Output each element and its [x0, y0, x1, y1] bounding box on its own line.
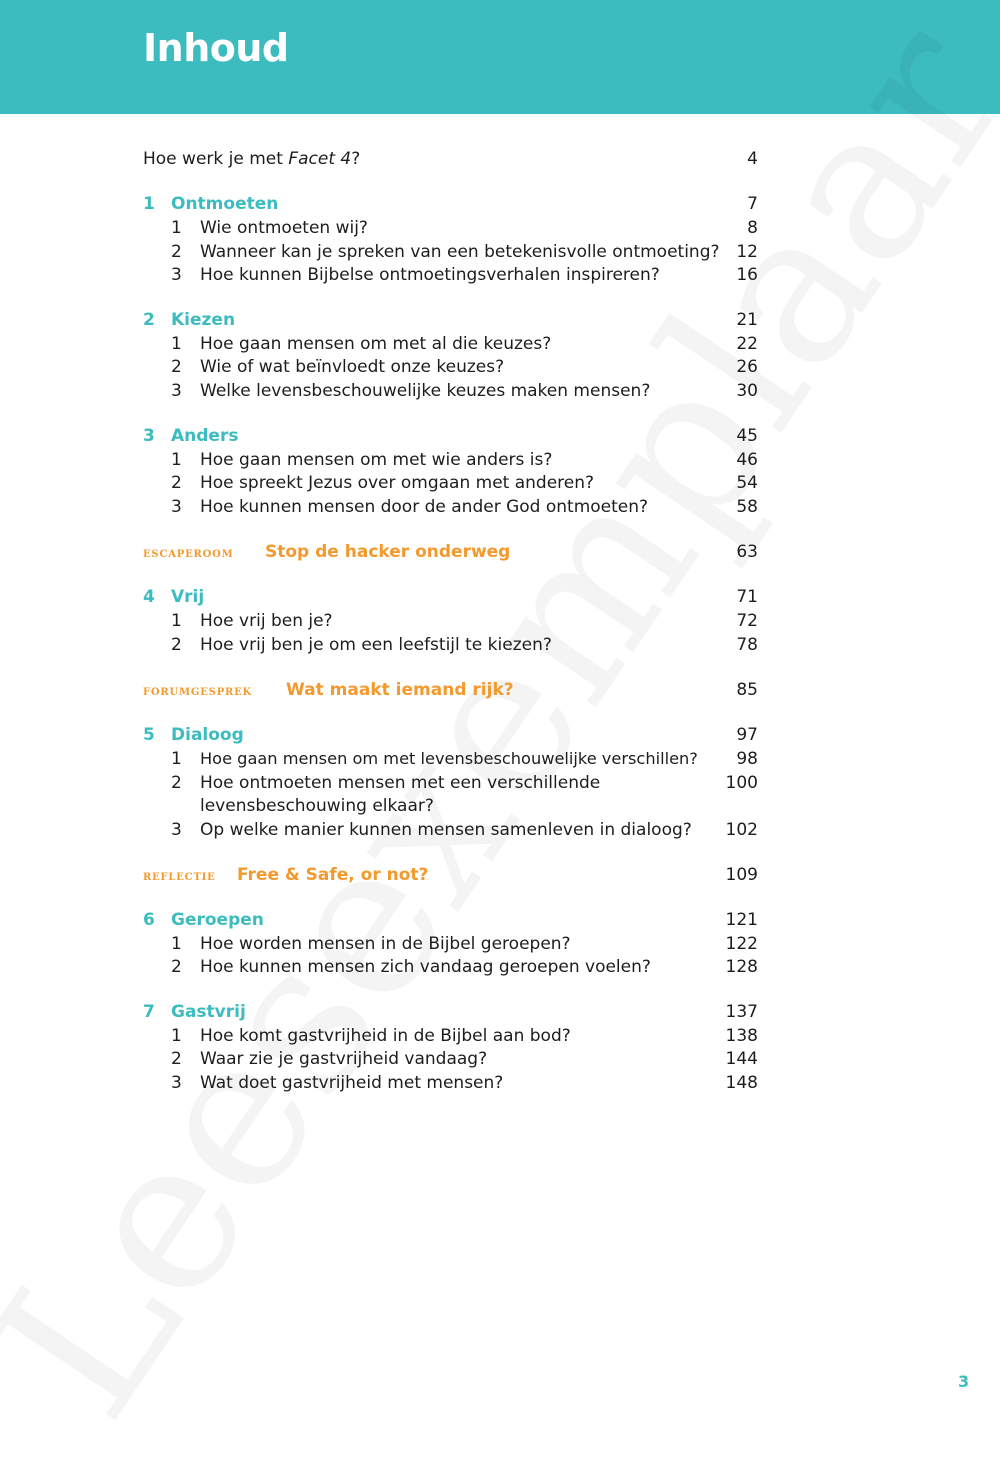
toc-page-number: 71: [736, 587, 758, 607]
toc-item[interactable]: [143, 471, 758, 495]
item-title: Waar zie je gastvrijheid vandaag?: [200, 1049, 488, 1069]
special-title: Stop de hacker onderweg: [265, 542, 511, 562]
toc-page-number: 85: [736, 680, 758, 700]
toc-item[interactable]: [143, 771, 758, 795]
toc-special-escaperoom[interactable]: [143, 540, 758, 564]
toc-item[interactable]: [143, 932, 758, 956]
item-title: Hoe gaan mensen om met al die keuzes?: [200, 334, 552, 354]
toc-page-number: 54: [736, 473, 758, 493]
toc-item[interactable]: [143, 263, 758, 287]
toc-page-number: 8: [747, 218, 758, 238]
toc-chapter-4[interactable]: [143, 585, 758, 609]
toc-page-number: 138: [725, 1026, 758, 1046]
chapter-title: Gastvrij: [171, 1002, 246, 1022]
item-title: Hoe ontmoeten mensen met een verschillende: [200, 773, 601, 793]
item-number: 2: [171, 242, 182, 262]
toc-page-number: 121: [725, 910, 758, 930]
item-title: Wie ontmoeten wij?: [200, 218, 368, 238]
toc-page-number: 109: [725, 865, 758, 885]
toc-page-number: 4: [747, 149, 758, 169]
toc-page-number: 97: [736, 725, 758, 745]
toc-intro-text: Hoe werk je met Facet 4?: [143, 149, 361, 169]
special-title: Wat maakt iemand rijk?: [286, 680, 514, 700]
toc-item[interactable]: [143, 216, 758, 240]
item-title: Hoe kunnen Bijbelse ontmoetingsverhalen inspireren?: [200, 265, 660, 285]
special-tag: reflectie: [143, 868, 216, 884]
item-number: 1: [171, 1026, 182, 1046]
item-number: 3: [171, 265, 182, 285]
toc-page-number: 72: [736, 611, 758, 631]
item-title: Hoe vrij ben je?: [200, 611, 333, 631]
toc-item[interactable]: [143, 1024, 758, 1048]
item-title: Hoe worden mensen in de Bijbel geroepen?: [200, 934, 571, 954]
page-title: Inhoud: [143, 26, 289, 70]
item-title: Welke levensbeschouwelijke keuzes maken mensen?: [200, 381, 651, 401]
toc-page-number: 58: [736, 497, 758, 517]
toc-page-number: 26: [736, 357, 758, 377]
special-tag: forumgesprek: [143, 683, 253, 699]
toc-chapter-1[interactable]: [143, 192, 758, 216]
item-title: Wie of wat beïnvloedt onze keuzes?: [200, 357, 505, 377]
item-number: 3: [171, 381, 182, 401]
toc-page-number: 45: [736, 426, 758, 446]
toc-page-number: 46: [736, 450, 758, 470]
toc-item[interactable]: [143, 747, 758, 771]
chapter-number: 6: [143, 910, 155, 930]
toc-item[interactable]: [143, 448, 758, 472]
chapter-title: Anders: [171, 426, 239, 446]
toc-item[interactable]: [143, 1071, 758, 1095]
item-title: Hoe spreekt Jezus over omgaan met anderen?: [200, 473, 595, 493]
toc-page-number: 137: [725, 1002, 758, 1022]
item-title-continued: levensbeschouwing elkaar?: [200, 796, 434, 816]
item-number: 3: [171, 1073, 182, 1093]
toc-item[interactable]: [143, 379, 758, 403]
toc-item-continuation: [143, 794, 758, 818]
toc-item[interactable]: [143, 1047, 758, 1071]
toc-item[interactable]: [143, 495, 758, 519]
item-title: Hoe vrij ben je om een leefstijl te kiezen?: [200, 635, 552, 655]
toc-special-reflectie[interactable]: [143, 863, 758, 887]
toc-page-number: 102: [725, 820, 758, 840]
item-number: 1: [171, 934, 182, 954]
item-number: 1: [171, 334, 182, 354]
toc-page-number: 63: [736, 542, 758, 562]
chapter-title: Dialoog: [171, 725, 244, 745]
toc-item[interactable]: [143, 609, 758, 633]
toc-chapter-5[interactable]: [143, 723, 758, 747]
item-title: Wanneer kan je spreken van een betekenisvolle ontmoeting?: [200, 242, 720, 262]
special-tag: escaperoom: [143, 545, 234, 561]
item-number: 2: [171, 957, 182, 977]
item-number: 3: [171, 820, 182, 840]
item-number: 1: [171, 450, 182, 470]
item-title: Hoe gaan mensen om met wie anders is?: [200, 450, 553, 470]
chapter-number: 3: [143, 426, 155, 446]
toc-chapter-3[interactable]: [143, 424, 758, 448]
toc-page-number: 22: [736, 334, 758, 354]
toc-page-number: 30: [736, 381, 758, 401]
item-title: Hoe gaan mensen om met levensbeschouwelijke verschillen?: [200, 749, 698, 768]
item-number: 1: [171, 611, 182, 631]
chapter-title: Kiezen: [171, 310, 236, 330]
footer-page-number: 3: [958, 1372, 970, 1391]
toc-page-number: 7: [747, 194, 758, 214]
toc-page-number: 78: [736, 635, 758, 655]
toc-page-number: 100: [725, 773, 758, 793]
chapter-number: 7: [143, 1002, 155, 1022]
toc-item[interactable]: [143, 240, 758, 264]
toc-page-number: 16: [736, 265, 758, 285]
chapter-title: Ontmoeten: [171, 194, 279, 214]
item-number: 2: [171, 635, 182, 655]
item-title: Wat doet gastvrijheid met mensen?: [200, 1073, 504, 1093]
item-number: 2: [171, 1049, 182, 1069]
toc-item[interactable]: [143, 955, 758, 979]
toc-page-number: 98: [736, 749, 758, 769]
toc-page-number: 21: [736, 310, 758, 330]
toc-page-number: 148: [725, 1073, 758, 1093]
chapter-number: 5: [143, 725, 155, 745]
toc-item[interactable]: [143, 633, 758, 657]
toc-page-number: 122: [725, 934, 758, 954]
toc-item[interactable]: [143, 332, 758, 356]
chapter-number: 1: [143, 194, 155, 214]
toc-special-forumgesprek[interactable]: [143, 678, 758, 702]
toc-page-number: 144: [725, 1049, 758, 1069]
chapter-title: Geroepen: [171, 910, 264, 930]
toc-chapter-2[interactable]: [143, 308, 758, 332]
toc-chapter-7[interactable]: [143, 1000, 758, 1024]
toc-chapter-6[interactable]: [143, 908, 758, 932]
item-number: 1: [171, 749, 182, 769]
toc-intro[interactable]: [143, 147, 758, 171]
item-title: Op welke manier kunnen mensen samenleven in dialoog?: [200, 820, 692, 840]
item-title: Hoe komt gastvrijheid in de Bijbel aan bod?: [200, 1026, 571, 1046]
item-number: 3: [171, 497, 182, 517]
toc-page-number: 12: [736, 242, 758, 262]
item-number: 1: [171, 218, 182, 238]
toc-page-number: 128: [725, 957, 758, 977]
item-title: Hoe kunnen mensen door de ander God ontmoeten?: [200, 497, 649, 517]
chapter-number: 4: [143, 587, 155, 607]
item-number: 2: [171, 473, 182, 493]
chapter-number: 2: [143, 310, 155, 330]
item-title: Hoe kunnen mensen zich vandaag geroepen voelen?: [200, 957, 651, 977]
item-number: 2: [171, 357, 182, 377]
toc-item[interactable]: [143, 818, 758, 842]
toc-item[interactable]: [143, 355, 758, 379]
chapter-title: Vrij: [171, 587, 205, 607]
special-title: Free & Safe, or not?: [237, 865, 429, 885]
item-number: 2: [171, 773, 182, 793]
